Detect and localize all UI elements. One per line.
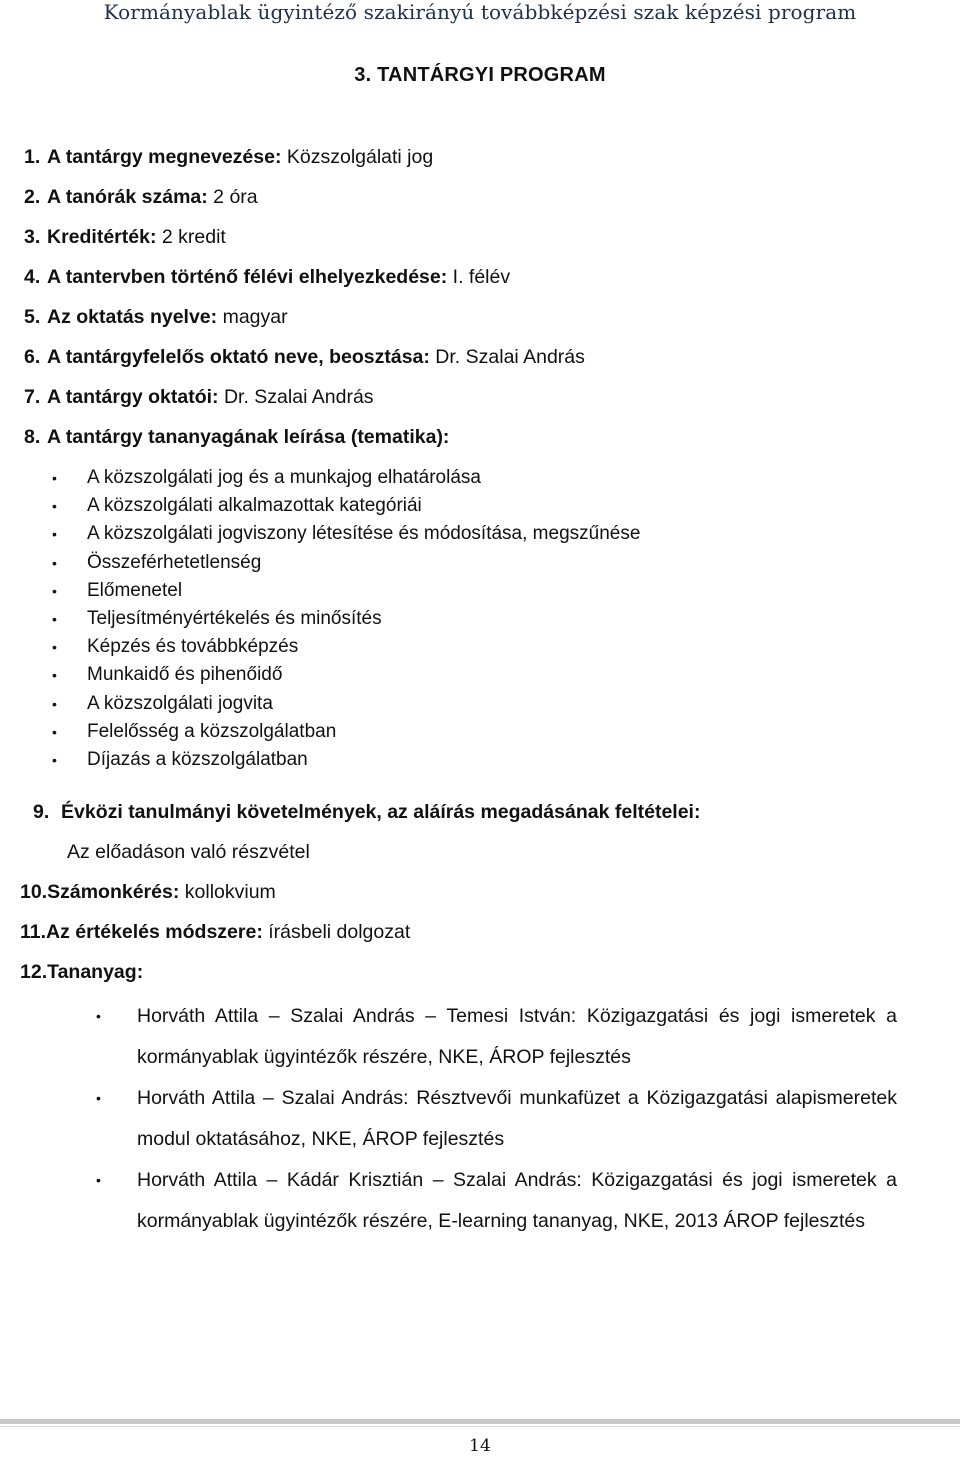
item-value: I. félév xyxy=(447,266,511,288)
section-number: 10. xyxy=(20,881,48,903)
material-item xyxy=(96,1160,898,1242)
item-number: 6. xyxy=(24,346,41,368)
section-value: írásbeli dolgozat xyxy=(262,921,411,943)
topic-item xyxy=(52,494,852,522)
item-label: Az oktatás nyelve: xyxy=(47,306,218,328)
material-text: Horváth Attila – Szalai András: Résztvevői munkafüzet a Közigazgatási alapismeretek modul oktatásához, NKE, ÁROP fejlesztés xyxy=(137,1087,897,1150)
item-number: 2. xyxy=(24,186,41,208)
topic-list xyxy=(52,466,852,776)
bullet-icon: • xyxy=(96,1172,101,1188)
bullet-icon: • xyxy=(52,554,57,571)
section-number: 12. xyxy=(20,961,48,983)
bullet-icon: • xyxy=(52,667,57,684)
info-item xyxy=(24,144,924,184)
topic-item xyxy=(52,663,852,691)
topic-text: Képzés és továbbképzés xyxy=(87,636,299,658)
item-number: 5. xyxy=(24,306,41,328)
section-9-value: Az előadáson való részvétel xyxy=(67,841,310,863)
bullet-icon: • xyxy=(52,723,57,740)
item-value: 2 óra xyxy=(207,186,258,208)
section-label: Tananyag: xyxy=(47,961,144,983)
info-item xyxy=(24,224,924,264)
material-text: Horváth Attila – Kádár Krisztián – Szalai András: Közigazgatási és jogi ismeretek a kormányablak ügyintézők részére, E-learning tananyag, NKE, 2013 ÁROP fejlesztés xyxy=(137,1169,897,1232)
topic-text: Díjazás a közszolgálatban xyxy=(87,748,308,770)
section-12 xyxy=(20,959,143,985)
section-label: Évközi tanulmányi követelmények, az aláírás megadásának feltételei: xyxy=(61,801,701,823)
info-item xyxy=(24,264,924,304)
item-label: A tantervben történő félévi elhelyezkedése: xyxy=(47,266,448,288)
item-number: 7. xyxy=(24,386,41,408)
section-number: 9. xyxy=(33,801,50,823)
item-value: 2 kredit xyxy=(156,226,226,248)
bullet-icon: • xyxy=(52,498,57,515)
bullet-icon: • xyxy=(52,639,57,656)
topic-item xyxy=(52,720,852,748)
item-label: A tantárgy oktatói: xyxy=(47,386,219,408)
bullet-icon: • xyxy=(52,582,57,599)
topic-text: A közszolgálati jog és a munkajog elhatárolása xyxy=(87,467,481,488)
info-item xyxy=(24,304,924,344)
bullet-icon: • xyxy=(52,751,57,768)
topic-text: Felelősség a közszolgálatban xyxy=(87,720,337,742)
footer-divider-thin xyxy=(0,1426,960,1427)
topic-item xyxy=(52,579,852,607)
topic-item xyxy=(52,466,852,494)
item-value: Dr. Szalai András xyxy=(429,346,585,368)
material-text: Horváth Attila – Szalai András – Temesi István: Közigazgatási és jogi ismeretek a kormányablak ügyintézők részére, NKE, ÁROP fejlesztés xyxy=(137,1005,897,1068)
bullet-icon: • xyxy=(52,610,57,627)
section-label: Az értékelés módszere: xyxy=(46,921,263,943)
section-label: Számonkérés: xyxy=(47,881,180,903)
page-number: 14 xyxy=(469,1436,491,1456)
topic-item xyxy=(52,551,852,579)
item-label: A tantárgyfelelős oktató neve, beosztása: xyxy=(47,346,430,368)
topic-item xyxy=(52,522,852,550)
item-label: A tanórák száma: xyxy=(47,186,208,208)
item-number: 8. xyxy=(24,426,41,448)
item-value: Dr. Szalai András xyxy=(218,386,374,408)
info-item xyxy=(24,184,924,224)
item-label: Kreditérték: xyxy=(47,226,157,248)
topic-text: Teljesítményértékelés és minősítés xyxy=(87,607,382,629)
section-value: kollokvium xyxy=(179,881,276,903)
item-value: Közszolgálati jog xyxy=(281,146,434,168)
item-label: A tantárgy tananyagának leírása (tematika): xyxy=(47,426,450,448)
section-number: 11. xyxy=(20,921,47,943)
topic-item xyxy=(52,692,852,720)
page-title: 3. TANTÁRGYI PROGRAM xyxy=(354,64,606,86)
subject-info-list xyxy=(24,144,924,464)
item-value: magyar xyxy=(217,306,288,328)
info-item xyxy=(24,384,924,424)
info-item xyxy=(24,344,924,384)
materials-list xyxy=(96,996,898,1242)
info-item xyxy=(24,424,924,464)
topic-item xyxy=(52,607,852,635)
topic-text: A közszolgálati jogviszony létesítése és módosítása, megszűnése xyxy=(87,523,641,545)
section-10 xyxy=(20,879,276,905)
topic-text: A közszolgálati jogvita xyxy=(87,692,273,714)
footer-divider xyxy=(0,1419,960,1424)
bullet-icon: • xyxy=(52,526,57,543)
bullet-icon: • xyxy=(96,1090,101,1106)
bullet-icon: • xyxy=(52,470,57,486)
item-label: A tantárgy megnevezése: xyxy=(47,146,282,168)
item-number: 1. xyxy=(24,146,41,168)
bullet-icon: • xyxy=(96,1008,101,1024)
topic-text: A közszolgálati alkalmazottak kategóriái xyxy=(87,495,422,517)
section-9-heading xyxy=(33,799,700,825)
topic-text: Előmenetel xyxy=(87,579,183,601)
topic-text: Összeférhetetlenség xyxy=(87,551,262,573)
bullet-icon: • xyxy=(52,695,57,712)
section-11 xyxy=(20,919,410,945)
topic-text: Munkaidő és pihenőidő xyxy=(87,664,283,686)
material-item xyxy=(96,1078,898,1160)
material-item xyxy=(96,996,898,1078)
page-header: Kormányablak ügyintéző szakirányú továbbképzési szak képzési program xyxy=(103,0,857,24)
topic-item xyxy=(52,748,852,776)
topic-item xyxy=(52,635,852,663)
item-number: 3. xyxy=(24,226,41,248)
item-number: 4. xyxy=(24,266,41,288)
